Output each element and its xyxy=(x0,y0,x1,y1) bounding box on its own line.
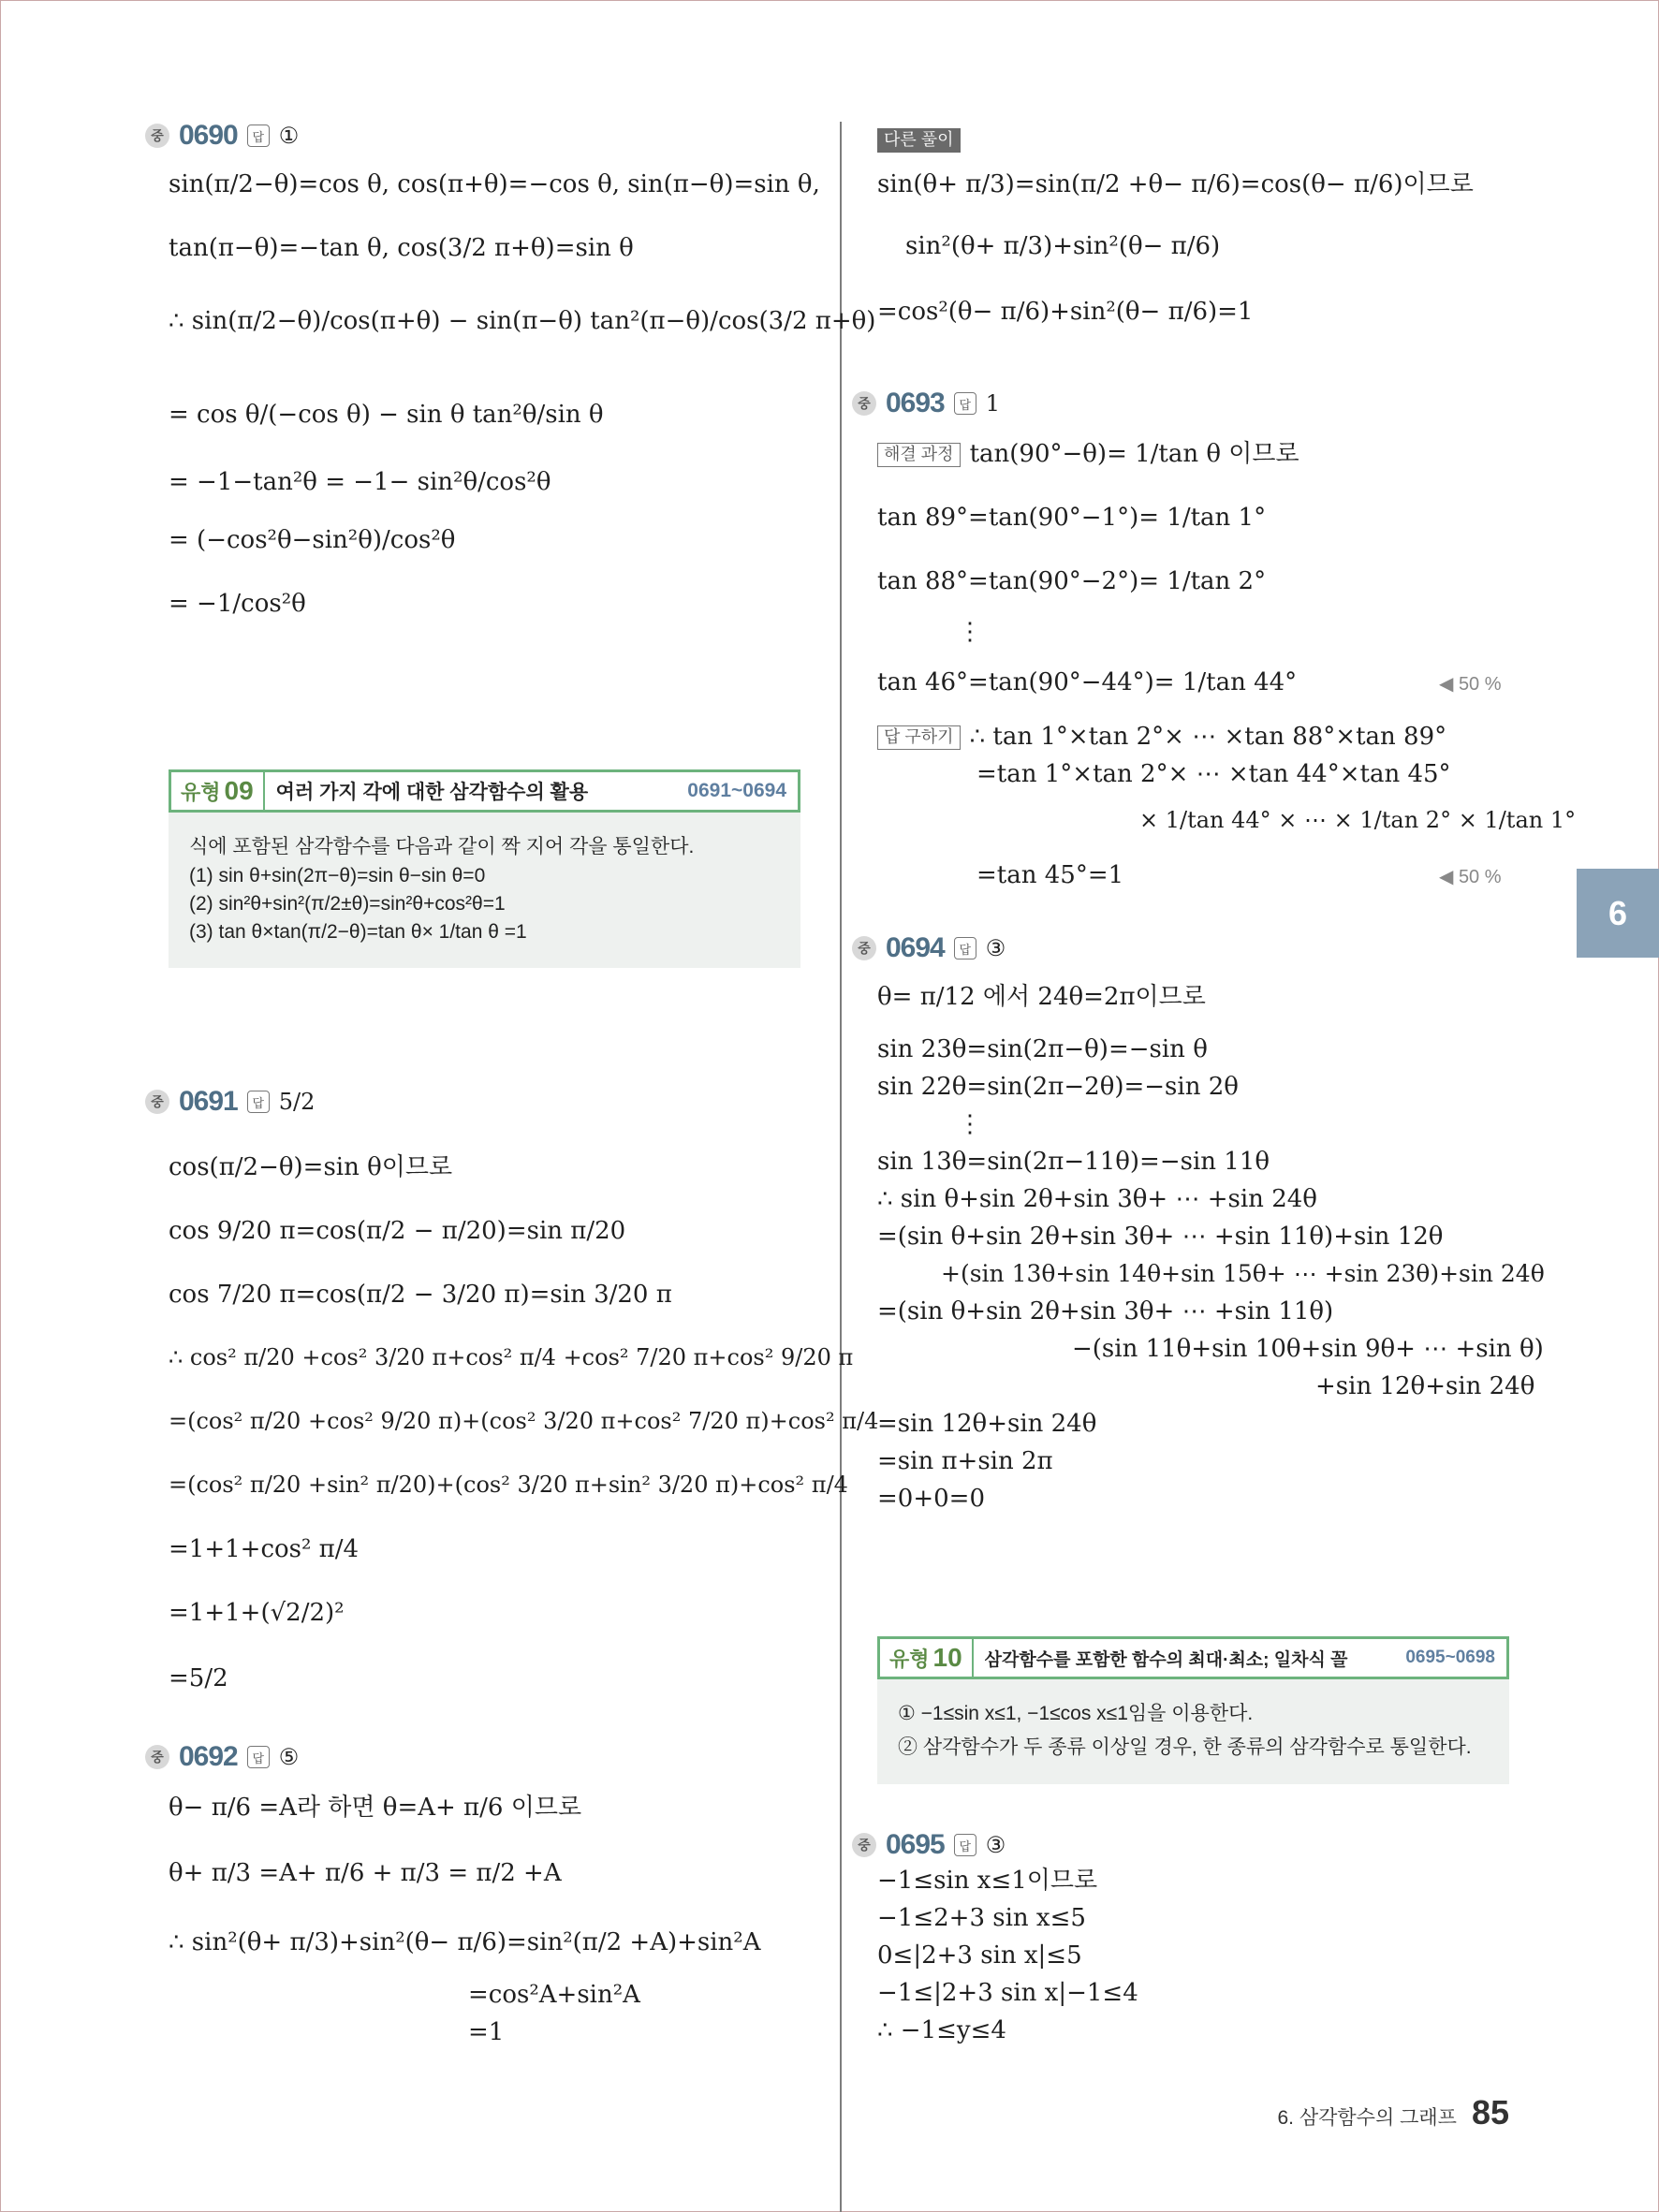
problem-number: 0693 xyxy=(886,388,945,418)
solution-line: sin 22θ=sin(2π−2θ)=−sin 2θ xyxy=(877,1073,1239,1101)
problem-0695-header xyxy=(852,1829,1006,1861)
answer-tag: 답 구하기 xyxy=(877,725,961,750)
solution-line: −1≤2+3 sin x≤5 xyxy=(877,1904,1086,1932)
solution-line: −1≤sin x≤1이므로 xyxy=(877,1867,1098,1895)
solution-line: =1+1+cos² π/4 xyxy=(169,1535,360,1563)
solution-line: +sin 12θ+sin 24θ xyxy=(1315,1372,1535,1400)
solution-line: sin 23θ=sin(2π−θ)=−sin θ xyxy=(877,1035,1208,1063)
problem-number: 0690 xyxy=(179,120,238,151)
solution-line: −1≤|2+3 sin x|−1≤4 xyxy=(877,1979,1138,2007)
solution-line: =(cos² π/20 +sin² π/20)+(cos² 3/20 π+sin² 3/20 π)+cos² π/4 xyxy=(169,1472,848,1498)
solution-line: ∴ −1≤y≤4 xyxy=(877,2016,1006,2044)
solution-line: =tan 45°=1 xyxy=(976,861,1124,889)
solution-line: sin²(θ+ π/3)+sin²(θ− π/6) xyxy=(905,232,1221,260)
type-09-header xyxy=(169,769,800,813)
type-title: 삼각함수를 포함한 함수의 최대·최소; 일차식 꼴 xyxy=(984,1649,1348,1670)
score-percent: ◀ 50 % xyxy=(1439,674,1502,695)
problem-0691-header xyxy=(145,1086,315,1118)
type-line: ① −1≤sin x≤1, −1≤cos x≤1임을 이용한다. xyxy=(898,1703,1254,1724)
level-badge: 중 xyxy=(852,391,876,416)
level-badge: 중 xyxy=(145,1090,169,1114)
type-10-box xyxy=(877,1636,1509,1784)
solution-line: = cos θ/(−cos θ) − sin θ tan²θ/sin θ xyxy=(169,401,604,429)
solution-line: 0≤|2+3 sin x|≤5 xyxy=(877,1941,1082,1970)
solution-line: =(sin θ+sin 2θ+sin 3θ+ ⋯ +sin 11θ) xyxy=(877,1297,1334,1326)
solution-line: =(cos² π/20 +cos² 9/20 π)+(cos² 3/20 π+cos² 7/20 π)+cos² π/4 xyxy=(169,1408,879,1434)
solution-line: 답 구하기 ∴ tan 1°×tan 2°× ⋯ ×tan 88°×tan 89° xyxy=(877,723,1446,752)
solution-line: cos 9/20 π=cos(π/2 − π/20)=sin π/20 xyxy=(169,1217,626,1245)
answer-badge: 답 xyxy=(247,125,270,147)
problem-0690-header xyxy=(145,120,299,152)
page-footer xyxy=(1277,2093,1509,2132)
footer-title: 6. 삼각함수의 그래프 xyxy=(1277,2107,1457,2129)
answer: ③ xyxy=(985,935,1006,961)
process-tag: 해결 과정 xyxy=(877,443,961,467)
alt-solution-tag: 다른 풀이 xyxy=(877,125,970,154)
answer: ⑤ xyxy=(278,1744,300,1770)
solution-line: =0+0=0 xyxy=(877,1485,985,1513)
solution-line: cos(π/2−θ)=sin θ이므로 xyxy=(169,1153,453,1181)
solution-line: =1 xyxy=(468,2018,505,2046)
level-badge: 중 xyxy=(852,936,876,960)
solution-line: = −1−tan²θ = −1− sin²θ/cos²θ xyxy=(169,468,551,496)
solution-line: ∴ sin(π/2−θ)/cos(π+θ) − sin(π−θ) tan²(π−θ)/cos(3/2 π+θ) xyxy=(169,307,876,335)
solution-line: ∴ cos² π/20 +cos² 3/20 π+cos² π/4 +cos² 7/20 π+cos² 9/20 π xyxy=(169,1344,854,1370)
solution-line: tan(π−θ)=−tan θ, cos(3/2 π+θ)=sin θ xyxy=(169,234,634,262)
solution-line: tan 89°=tan(90°−1°)= 1/tan 1° xyxy=(877,504,1267,532)
problem-0693-header xyxy=(852,388,1000,419)
solution-line: θ− π/6 =A라 하면 θ=A+ π/6 이므로 xyxy=(169,1794,582,1822)
level-badge: 중 xyxy=(852,1833,876,1857)
solution-line: =sin 12θ+sin 24θ xyxy=(877,1410,1097,1438)
answer-badge: 답 xyxy=(954,937,976,960)
solution-line: ⋮ xyxy=(958,1110,982,1138)
type-line: (2) sin²θ+sin²(π/2±θ)=sin²θ+cos²θ=1 xyxy=(189,893,506,915)
level-badge: 중 xyxy=(145,124,169,148)
type-09-box xyxy=(169,769,800,968)
answer: 1 xyxy=(985,390,1001,417)
answer-badge: 답 xyxy=(247,1091,270,1113)
page-number: 85 xyxy=(1471,2093,1509,2131)
solution-line: θ+ π/3 =A+ π/6 + π/3 = π/2 +A xyxy=(169,1859,562,1887)
type-line: ② 삼각함수가 두 종류 이상일 경우, 한 종류의 삼각함수로 통일한다. xyxy=(898,1736,1472,1758)
solution-line: tan 46°=tan(90°−44°)= 1/tan 44° xyxy=(877,668,1298,696)
solution-line: −(sin 11θ+sin 10θ+sin 9θ+ ⋯ +sin θ) xyxy=(1072,1335,1544,1363)
solution-line: =1+1+(√2/2)² xyxy=(169,1599,345,1627)
chapter-tab[interactable]: 6 xyxy=(1577,869,1659,958)
answer-badge: 답 xyxy=(954,1834,976,1856)
type-10-header xyxy=(877,1636,1509,1679)
type-line: 식에 포함된 삼각함수를 다음과 같이 짝 지어 각을 통일한다. xyxy=(189,836,695,857)
solution-line: = (−cos²θ−sin²θ)/cos²θ xyxy=(169,526,456,554)
answer: ① xyxy=(278,123,300,149)
problem-0692-header xyxy=(145,1741,299,1773)
solution-line: =cos²(θ− π/6)+sin²(θ− π/6)=1 xyxy=(877,298,1254,326)
solution-line: =5/2 xyxy=(169,1664,228,1692)
type-label: 유형 10 xyxy=(880,1639,974,1677)
solution-line: +(sin 13θ+sin 14θ+sin 15θ+ ⋯ +sin 23θ)+sin 24θ xyxy=(941,1260,1545,1287)
answer-badge: 답 xyxy=(247,1746,270,1768)
type-line: (1) sin θ+sin(2π−θ)=sin θ−sin θ=0 xyxy=(189,865,486,886)
answer: 5/2 xyxy=(278,1089,316,1115)
type-range: 0691~0694 xyxy=(687,780,786,801)
problem-number: 0692 xyxy=(179,1741,238,1772)
type-range: 0695~0698 xyxy=(1405,1648,1495,1667)
solution-line: ∴ sin²(θ+ π/3)+sin²(θ− π/6)=sin²(π/2 +A)+sin²A xyxy=(169,1928,761,1956)
problem-number: 0695 xyxy=(886,1829,945,1860)
problem-0694-header xyxy=(852,932,1006,964)
solution-line: cos 7/20 π=cos(π/2 − 3/20 π)=sin 3/20 π xyxy=(169,1281,672,1309)
solution-line: = −1/cos²θ xyxy=(169,590,306,618)
solution-line: sin 13θ=sin(2π−11θ)=−sin 11θ xyxy=(877,1148,1270,1176)
solution-line: sin(θ+ π/3)=sin(π/2 +θ− π/6)=cos(θ− π/6)이므로 xyxy=(877,170,1474,198)
type-label: 유형 09 xyxy=(171,772,265,810)
solution-line: =sin π+sin 2π xyxy=(877,1447,1053,1475)
solution-line: × 1/tan 44° × ⋯ × 1/tan 2° × 1/tan 1° xyxy=(1139,807,1577,833)
column-divider xyxy=(840,122,842,2212)
solution-line: =cos²A+sin²A xyxy=(468,1981,640,2009)
type-09-body xyxy=(169,813,800,968)
problem-number: 0691 xyxy=(179,1086,238,1117)
solution-line: =(sin θ+sin 2θ+sin 3θ+ ⋯ +sin 11θ)+sin 12θ xyxy=(877,1223,1444,1251)
solution-line: ⋮ xyxy=(958,618,982,646)
solution-line: sin(π/2−θ)=cos θ, cos(π+θ)=−cos θ, sin(π−θ)=sin θ, xyxy=(169,170,820,198)
level-badge: 중 xyxy=(145,1745,169,1769)
solution-line: θ= π/12 에서 24θ=2π이므로 xyxy=(877,983,1206,1011)
problem-number: 0694 xyxy=(886,932,945,963)
type-line: (3) tan θ×tan(π/2−θ)=tan θ× 1/tan θ =1 xyxy=(189,921,527,943)
solution-line: tan 88°=tan(90°−2°)= 1/tan 2° xyxy=(877,567,1267,595)
solution-line: =tan 1°×tan 2°× ⋯ ×tan 44°×tan 45° xyxy=(976,760,1451,788)
answer: ③ xyxy=(985,1832,1006,1858)
score-percent: ◀ 50 % xyxy=(1439,867,1502,887)
solution-line: 해결 과정 tan(90°−θ)= 1/tan θ 이므로 xyxy=(877,440,1299,469)
answer-badge: 답 xyxy=(954,392,976,415)
solution-line: ∴ sin θ+sin 2θ+sin 3θ+ ⋯ +sin 24θ xyxy=(877,1185,1317,1213)
type-10-body xyxy=(877,1679,1509,1784)
type-title: 여러 가지 각에 대한 삼각함수의 활용 xyxy=(275,782,589,803)
